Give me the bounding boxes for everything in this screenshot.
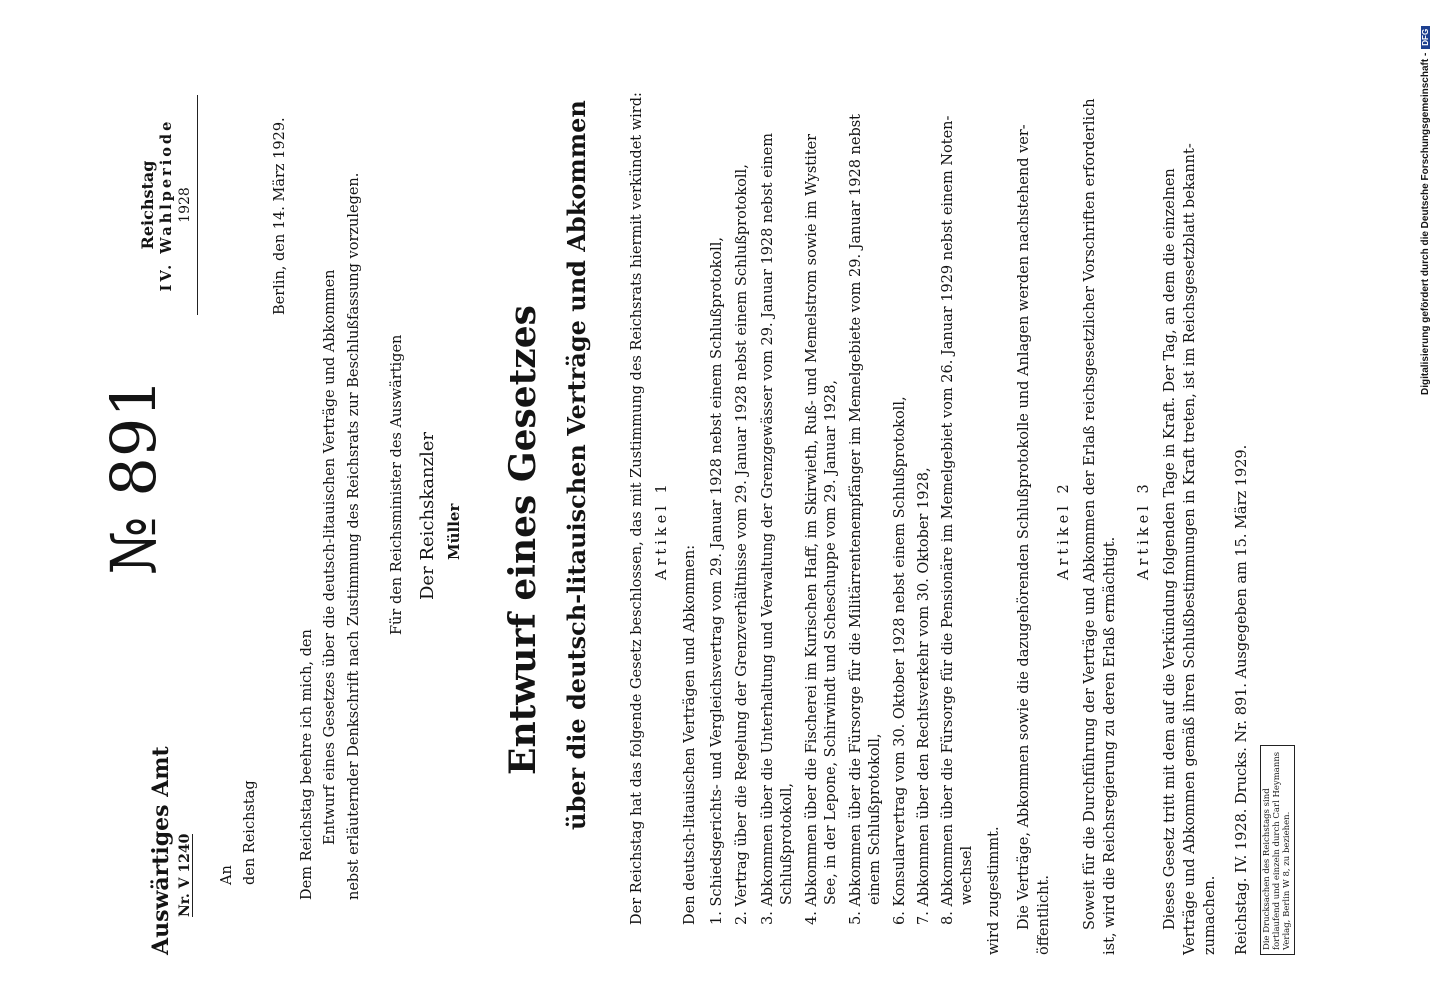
list-item-6: 6. Konsularvertrag vom 30. Oktober 1928 nebst einem Schlußprotokoll, [892, 396, 908, 925]
article-2-line-2: ist, wird die Reichsregierung zu deren Erlaß ermächtigt. [1102, 536, 1118, 955]
recipient-line-1: An [219, 865, 235, 885]
list-item-3-cont: Schlußprotokoll, [779, 783, 795, 905]
law-preamble: Der Reichstag hat das folgende Gesetz beschlossen, das mit Zustimmung des Reichsrats hiermit verkündet wird: [629, 92, 645, 925]
list-item-4-cont: See, in der Lepone, Schirwindt und Scheschuppe vom 29. Januar 1928, [823, 379, 839, 905]
letter-date: Berlin, den 14. März 1929. [272, 117, 288, 315]
letter-body-line-2: Entwurf eines Gesetzes über die deutsch-litauischen Verträge und Abkommen [322, 269, 338, 845]
law-title: Entwurf eines Gesetzes [502, 305, 544, 775]
list-item-1: 1. Schiedsgerichts- und Vergleichsvertrag vom 29. Januar 1928 nebst einem Schlußprotokoll, [709, 236, 725, 925]
list-item-3: 3. Abkommen über die Unterhaltung und Verwaltung der Grenzgewässer vom 29. Januar 1928 nebst einem [760, 133, 776, 925]
document-number: № 891 [97, 378, 170, 575]
list-item-4: 4. Abkommen über die Fischerei im Kurischen Haff, im Skirwieth, Ruß- und Memelstrom sowie im Wystiter [804, 133, 820, 925]
office-name: Auswärtiges Amt [148, 746, 174, 955]
digitization-note [1420, 26, 1431, 395]
print-info-line: Reichstag. IV. 1928. Drucks. Nr. 891. Ausgegeben am 15. März 1929. [1234, 444, 1250, 955]
signature-name: Müller [445, 503, 463, 560]
recipient-line-2: den Reichstag [242, 780, 258, 885]
list-item-5: 5. Abkommen über die Fürsorge für die Militärrentenempfänger im Memelgebiete vom 29. Januar 1928 nebst [848, 113, 864, 925]
article-1-heading: Artikel 1 [654, 480, 670, 580]
letter-body-line-3: nebst erläuternder Denkschrift nach Zustimmung des Reichsrats zur Beschlußfassung vorzulegen. [346, 172, 362, 900]
article-2-heading: Artikel 2 [1056, 480, 1072, 580]
publisher-note-box: Die Drucksachen des Reichstags sind fortlaufend und einzeln durch Carl Heymanns Verlag, Berlin W 8, zu beziehen. [1260, 745, 1295, 955]
signature-intro: Für den Reichsminister des Auswärtigen [389, 334, 405, 635]
reichstag-header [140, 95, 198, 315]
digitization-note-text: Digitalisierung gefördert durch die Deutsche Forschungsgemeinschaft - [1420, 52, 1431, 395]
law-subtitle: über die deutsch-litauischen Verträge und Abkommen [562, 100, 591, 830]
dfg-logo-icon: DFG [1421, 26, 1430, 49]
publication-line-2: öffentlicht. [1036, 875, 1052, 955]
article-3-line-2: Verträge und Abkommen gemäß ihren Schlußbestimmungen in Kraft treten, ist im Reichsgesetzblatt bekannt- [1182, 143, 1198, 955]
signature-title: Der Reichskanzler [417, 431, 438, 600]
list-item-8-cont: wechsel [959, 845, 975, 905]
office-reference: Nr. V 1240 [177, 833, 193, 917]
article-3-line-1: Dieses Gesetz tritt mit dem auf die Verkündung folgenden Tage in Kraft. Der Tag, an dem die einzelnen [1162, 168, 1178, 930]
reichstag-title: Reichstag [138, 160, 157, 250]
period-year: 1928 [178, 95, 198, 315]
article-3-heading: Artikel 3 [1136, 480, 1152, 580]
document-page [97, 85, 1315, 955]
list-item-5-cont: einem Schlußprotokoll, [867, 733, 883, 905]
list-item-8: 8. Abkommen über die Fürsorge für die Pensionäre im Memelgebiet vom 26. Januar 1929 nebst einem Noten- [940, 115, 956, 925]
article-3-line-3: zumachen. [1202, 875, 1218, 955]
list-item-7: 7. Abkommen über den Rechtsverkehr vom 30. Oktober 1928, [916, 467, 932, 925]
article-2-line-1: Soweit für die Durchführung der Verträge und Abkommen der Erlaß reichsgesetzlicher Vorschriften erforderlich [1082, 98, 1098, 930]
issuing-office-block [150, 746, 193, 955]
article-1-intro: Den deutsch-litauischen Verträgen und Abkommen: [682, 544, 698, 925]
legislative-period: IV. Wahlperiode [158, 118, 175, 292]
publication-line-1: Die Verträge, Abkommen sowie die dazugehörenden Schlußprotokolle und Anlagen werden nachstehend ver- [1016, 124, 1032, 930]
list-item-2: 2. Vertrag über die Regelung der Grenzverhältnisse vom 29. Januar 1928 nebst einem Schlußprotokoll, [734, 164, 750, 925]
letter-body-line-1: Dem Reichstag beehre ich mich, den [299, 629, 315, 900]
consent-line: wird zugestimmt. [986, 826, 1002, 955]
